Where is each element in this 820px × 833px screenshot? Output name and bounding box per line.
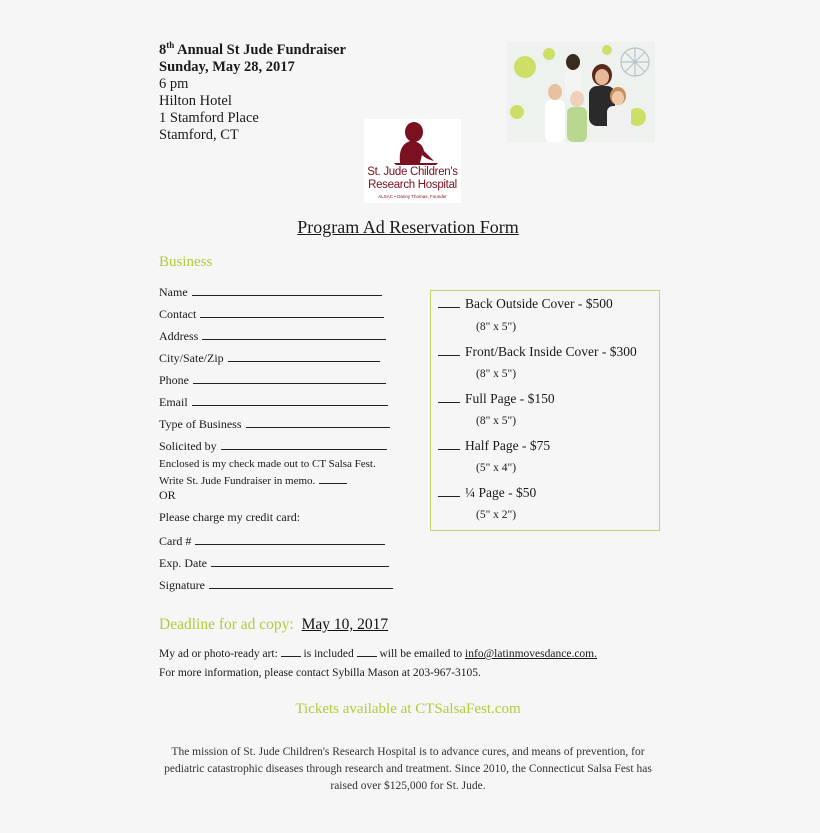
mission-statement: The mission of St. Jude Children's Research Hospital is to advance cures, and means of prevention, for pediatric catastrophic diseases through research and treatment. Since 2010, the Connecticut Salsa Fest has raised over $125,000 for St. Jude.: [164, 746, 652, 792]
ad-option-label: ¼ Page - $50: [465, 485, 537, 500]
card-number-line[interactable]: [195, 532, 385, 545]
name-line[interactable]: [192, 283, 382, 296]
phone-label: Phone: [159, 373, 189, 387]
event-date: Sunday, May 28, 2017: [159, 59, 295, 75]
event-title: 8th Annual St Jude Fundraiser: [159, 40, 346, 58]
ad-option-size: (8" x 5"): [476, 368, 517, 380]
ad-option-label: Half Page - $75: [465, 438, 551, 453]
type-of-business-label: Type of Business: [159, 417, 242, 431]
tickets-text[interactable]: Tickets available at CTSalsaFest.com: [295, 701, 521, 717]
deadline-line: [159, 616, 388, 634]
email-label: Email: [159, 395, 188, 409]
event-time: 6 pm: [159, 76, 189, 92]
city-state-zip-label: City/Sate/Zip: [159, 351, 224, 365]
event-address: 1 Stamford Place: [159, 110, 259, 126]
exp-date-label: Exp. Date: [159, 556, 207, 570]
signature-line[interactable]: [209, 576, 393, 589]
business-heading: Business: [159, 254, 213, 270]
contact-field[interactable]: [159, 305, 384, 322]
signature-field[interactable]: [159, 576, 393, 593]
ad-option-blank[interactable]: [438, 437, 460, 450]
ad-option-front-back-inside-cover[interactable]: [438, 343, 637, 360]
st-jude-logo: [364, 119, 461, 203]
art-line-part3: will be emailed to: [379, 648, 463, 660]
email-line[interactable]: [192, 393, 388, 406]
event-venue: Hilton Hotel: [159, 93, 232, 109]
emailed-blank[interactable]: [357, 645, 377, 657]
credit-card-text: Please charge my credit card:: [159, 510, 301, 524]
card-number-field[interactable]: [159, 532, 385, 549]
art-line: [159, 645, 597, 660]
event-header: [159, 42, 346, 144]
ad-option-quarter-page[interactable]: [438, 484, 536, 501]
ad-option-blank[interactable]: [438, 343, 460, 356]
ad-option-label: Front/Back Inside Cover - $300: [465, 344, 637, 359]
address-label: Address: [159, 329, 199, 343]
ad-option-size: (8" x 5"): [476, 415, 517, 427]
email-link[interactable]: info@latinmovesdance.com.: [465, 648, 597, 660]
ad-option-label: Back Outside Cover - $500: [465, 296, 613, 311]
city-state-zip-field[interactable]: [159, 349, 380, 366]
logo-name-line2: Research Hospital: [368, 179, 457, 191]
phone-field[interactable]: [159, 371, 386, 388]
card-number-label: Card #: [159, 534, 192, 548]
ad-option-label: Full Page - $150: [465, 391, 555, 406]
type-of-business-field[interactable]: [159, 415, 390, 432]
name-label: Name: [159, 285, 188, 299]
ad-option-size: (5" x 2"): [476, 509, 517, 521]
ad-option-back-outside-cover[interactable]: [438, 295, 613, 312]
ad-option-size: (5" x 4"): [476, 462, 517, 474]
art-line-part2: is included: [303, 648, 354, 660]
solicited-by-label: Solicited by: [159, 439, 217, 453]
memo-check-blank[interactable]: [319, 473, 347, 484]
deadline-date: May 10, 2017: [301, 616, 389, 633]
ad-option-size: (8" x 5"): [476, 321, 517, 333]
contact-line[interactable]: [200, 305, 384, 318]
check-line2-text: Write St. Jude Fundraiser in memo.: [159, 475, 316, 487]
name-field[interactable]: [159, 283, 382, 300]
solicited-by-line[interactable]: [221, 437, 387, 450]
check-line2[interactable]: [159, 473, 347, 487]
contact-label: Contact: [159, 307, 197, 321]
ad-option-blank[interactable]: [438, 484, 460, 497]
solicited-by-field[interactable]: [159, 437, 387, 454]
ad-option-blank[interactable]: [438, 390, 460, 403]
deadline-label: Deadline for ad copy:: [159, 616, 294, 633]
or-text: OR: [159, 488, 176, 502]
family-photo: [507, 42, 655, 142]
exp-date-line[interactable]: [211, 554, 389, 567]
email-field[interactable]: [159, 393, 388, 410]
check-line1: Enclosed is my check made out to CT Salsa Fest.: [159, 458, 376, 470]
phone-line[interactable]: [193, 371, 386, 384]
event-city: Stamford, CT: [159, 127, 239, 143]
ad-option-full-page[interactable]: [438, 390, 555, 407]
city-state-zip-line[interactable]: [228, 349, 380, 362]
logo-tagline: ALSAC • Danny Thomas, Founder: [378, 194, 447, 199]
ad-option-half-page[interactable]: [438, 437, 550, 454]
art-line-part1: My ad or photo-ready art:: [159, 648, 278, 660]
logo-name-line1: St. Jude Children's: [367, 166, 458, 178]
contact-info-line: For more information, please contact Sybilla Mason at 203-967-3105.: [159, 667, 481, 679]
signature-label: Signature: [159, 578, 205, 592]
ad-option-blank[interactable]: [438, 295, 460, 308]
type-of-business-line[interactable]: [246, 415, 390, 428]
exp-date-field[interactable]: [159, 554, 389, 571]
address-field[interactable]: [159, 327, 386, 344]
address-line[interactable]: [202, 327, 386, 340]
included-blank[interactable]: [281, 645, 301, 657]
form-title: Program Ad Reservation Form: [297, 217, 519, 237]
